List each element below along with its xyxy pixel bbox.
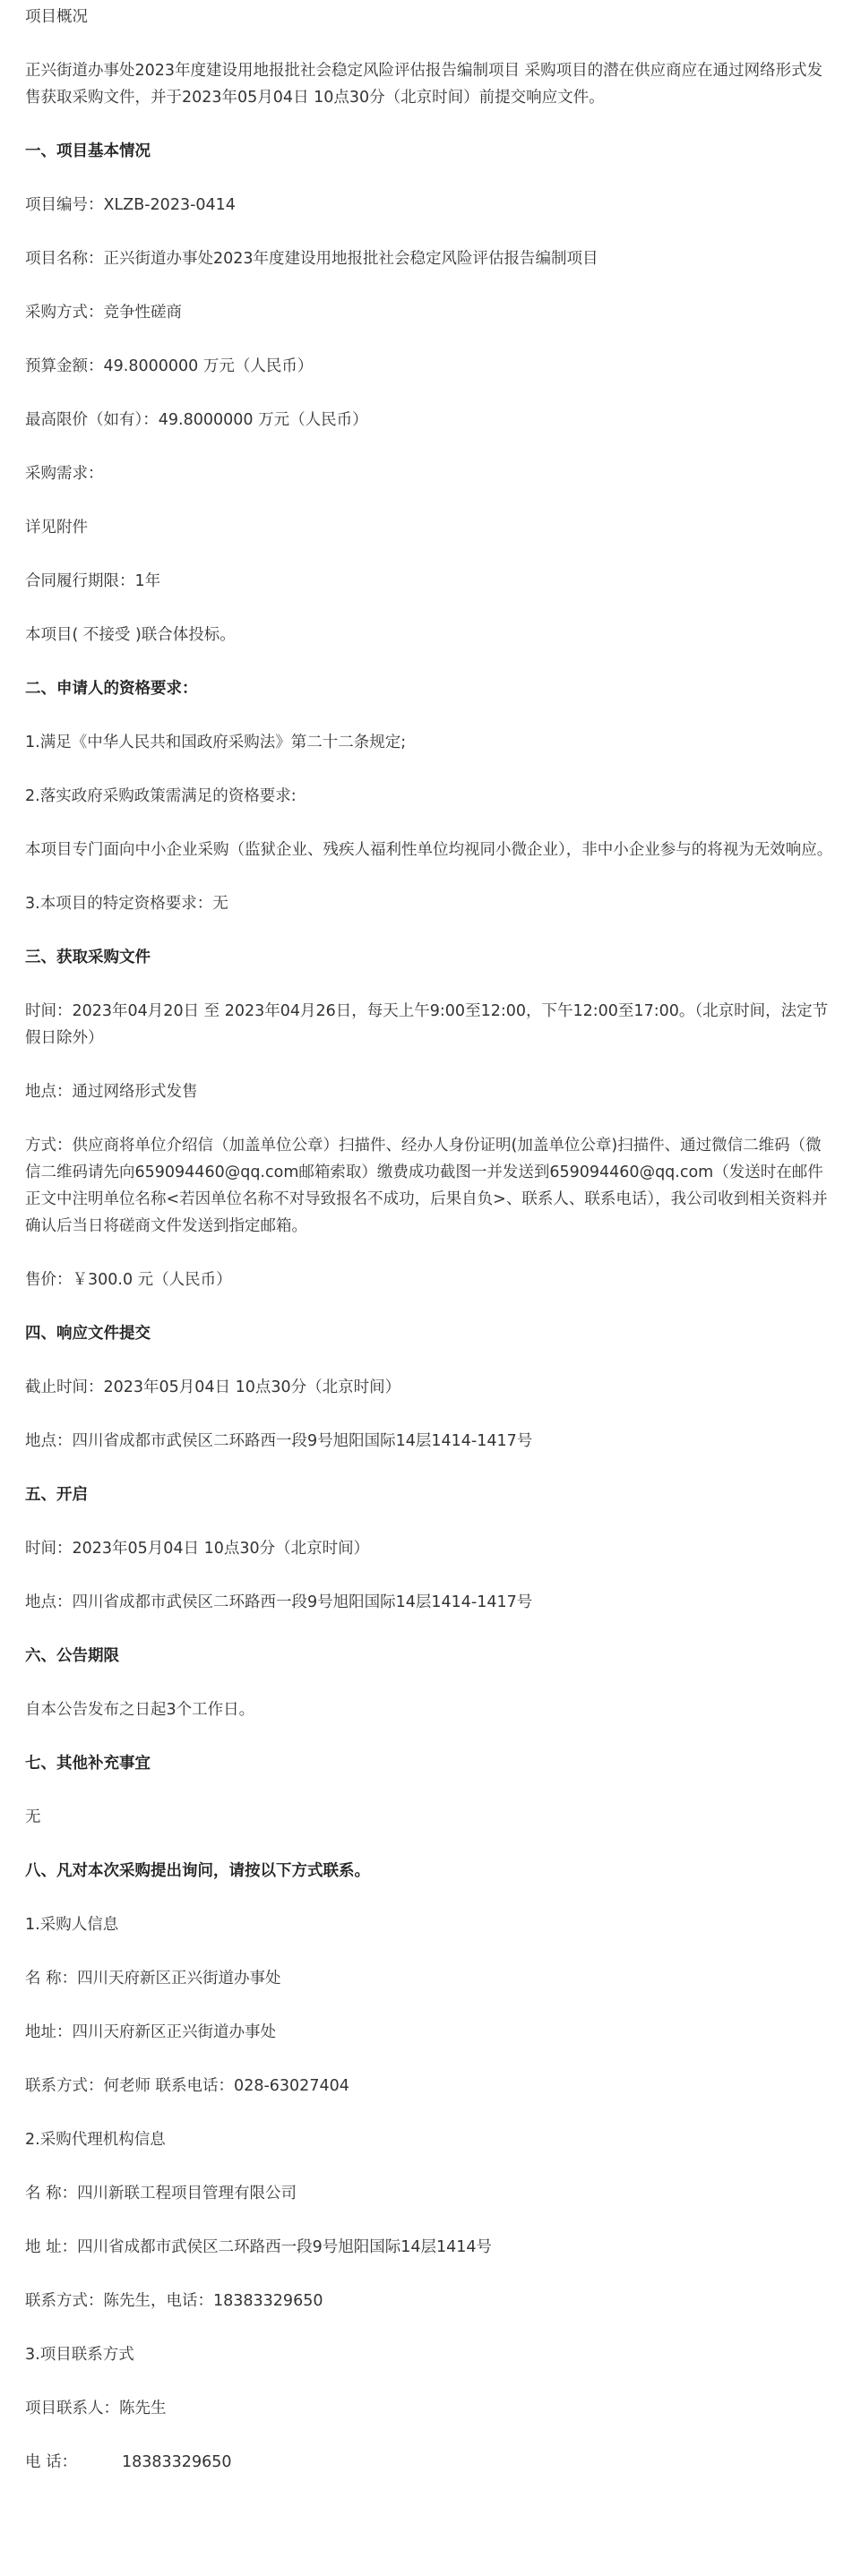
submission-deadline: 截止时间：2023年05月04日 10点30分（北京时间） [25,1378,401,1396]
overview-label: 项目概况 [25,8,88,26]
agency-address [25,2234,836,2261]
buyer-contact: 联系方式：何老师 联系电话：028-63027404 [25,2077,349,2095]
demand-label: 采购需求： [25,465,104,483]
agency-name: 名 称：四川新联工程项目管理有限公司 [25,2185,297,2202]
document-price: 售价：￥300.0 元（人民币） [25,1271,232,1289]
qualification-item-3: 3.本项目的特定资格要求：无 [25,895,228,913]
project-name: 项目名称：正兴街道办事处2023年度建设用地报批社会稳定风险评估报告编制项目 [25,250,598,268]
project-phone-value: 18383329650 [122,2453,232,2471]
project-contact-person: 项目联系人：陈先生 [25,2400,167,2417]
buyer-address: 地址：四川天府新区正兴街道办事处 [25,2023,276,2041]
overview-text: 正兴街道办事处2023年度建设用地报批社会稳定风险评估报告编制项目 采购项目的潜在供应商应在通过网络形式发售获取采购文件，并于2023年05月04日 10点30分（北京时间）前提交响应文件。 [25,62,823,107]
submission-place: 地点：四川省成都市武侯区二环路西一段9号旭阳国际14层1414-1417号 [25,1432,533,1450]
demand-value: 详见附件 [25,519,88,537]
agency-address-label: 地 址： [25,2238,78,2256]
project-number: 项目编号：XLZB-2023-0414 [25,196,236,214]
opening-place: 地点：四川省成都市武侯区二环路西一段9号旭阳国际14层1414-1417号 [25,1593,533,1611]
procurement-method: 采购方式：竞争性磋商 [25,304,182,322]
max-price: 最高限价（如有）：49.8000000 万元（人民币） [25,411,368,429]
project-phone-label: 电 话： [25,2453,78,2471]
opening-time: 时间：2023年05月04日 10点30分（北京时间） [25,1540,370,1558]
section-heading-notice-period: 六、公告期限 [25,1647,119,1665]
contract-period: 合同履行期限：1年 [25,572,161,590]
section-heading-obtain-documents: 三、获取采购文件 [25,949,151,966]
budget-amount: 预算金额：49.8000000 万元（人民币） [25,357,314,375]
project-contact-title: 3.项目联系方式 [25,2346,134,2364]
consortium-note: 本项目( 不接受 )联合体投标。 [25,626,236,644]
project-phone [25,2449,836,2476]
obtain-method: 方式：供应商将单位介绍信（加盖单位公章）扫描件、经办人身份证明(加盖单位公章)扫描件、通过微信二维码（微信二维码请先向659094460@qq.com邮箱索取）缴费成功截图一并发送到659094460@qq.com（发送时在邮件正文中注明单位名称<若因单位名称不对导致报名不成功，后果自负>、联系人、联系电话），我公司收到相关资料并确认后当日将磋商文件发送到指定邮箱。 [25,1137,828,1235]
qualification-item-1: 1.满足《中华人民共和国政府采购法》第二十二条规定; [25,734,407,751]
agency-address-value: 四川省成都市武侯区二环路西一段9号旭阳国际14层1414号 [77,2238,493,2256]
notice-period-text: 自本公告发布之日起3个工作日。 [25,1701,255,1719]
supplementary-text: 无 [25,1808,41,1826]
obtain-time: 时间：2023年04月20日 至 2023年04月26日，每天上午9:00至12:00，下午12:00至17:00。（北京时间，法定节假日除外） [25,1002,829,1047]
section-heading-basic-info: 一、项目基本情况 [25,142,151,160]
qualification-item-2: 2.落实政府采购政策需满足的资格要求: [25,787,297,805]
agency-info-title: 2.采购代理机构信息 [25,2131,166,2149]
section-heading-opening: 五、开启 [25,1486,88,1504]
section-heading-qualifications: 二、申请人的资格要求： [25,680,198,698]
agency-contact: 联系方式：陈先生，电话：18383329650 [25,2292,323,2310]
qualification-item-2-detail: 本项目专门面向中小企业采购（监狱企业、残疾人福利性单位均视同小微企业），非中小企业参与的将视为无效响应。 [25,841,833,859]
buyer-name: 名 称：四川天府新区正兴街道办事处 [25,1970,281,1988]
obtain-place: 地点：通过网络形式发售 [25,1083,198,1101]
section-heading-contact: 八、凡对本次采购提出询问，请按以下方式联系。 [25,1862,370,1880]
section-heading-submission: 四、响应文件提交 [25,1325,151,1343]
buyer-info-title: 1.采购人信息 [25,1916,119,1934]
section-heading-supplementary: 七、其他补充事宜 [25,1755,151,1773]
